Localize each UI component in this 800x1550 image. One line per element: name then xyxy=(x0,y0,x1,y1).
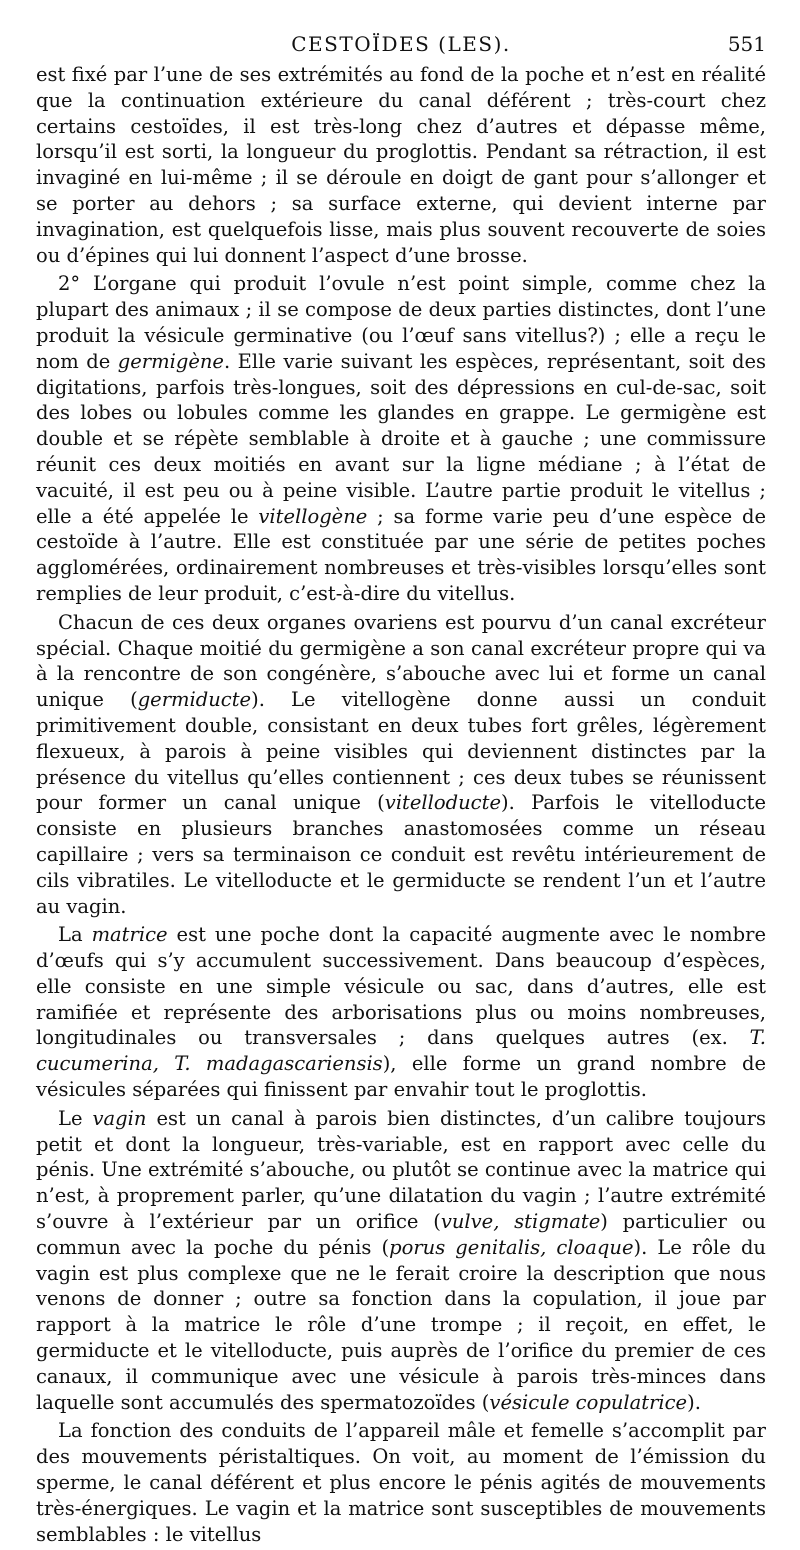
body-text xyxy=(36,62,766,1547)
italic-term: T. cucumerina, T. madagascariensis xyxy=(36,1026,766,1076)
italic-term: vagin xyxy=(92,1106,147,1130)
italic-term: germiducte xyxy=(137,688,252,712)
text-run: ). Le vitellogène donne aussi un conduit primitivement double, consistant en deux tubes fort grêles, légèrement flexueux, à parois à peine visibles qui deviennent distinctes par la présence du vitellus qu’elles contiennent ; ces deux tubes se réunissent pour former un canal unique ( xyxy=(36,688,766,815)
italic-term: porus genitalis, cloaque xyxy=(389,1235,634,1259)
text-run: est une poche dont la capacité augmente avec le nombre d’œufs qui s’y accumulent successivement. Dans beaucoup d’espèces, elle consiste en une simple vésicule ou sac, dans d’autres, elle est ramifiée et représente des arborisations plus ou moins nombreuses, longitudinales ou transversales ; dans quelques autres (ex. xyxy=(36,923,766,1050)
paragraph xyxy=(36,271,766,606)
italic-term: germigène xyxy=(117,349,224,373)
text-run: ; sa forme varie peu d’une espèce de cestoïde à l’autre. Elle est constituée par une série de petites poches agglomérées, ordinairement nombreuses et très-visibles lorsqu’elles sont remplies de leur produit, c’est-à-dire du vitellus. xyxy=(36,504,766,605)
italic-term: vésicule copulatrice xyxy=(489,1390,688,1414)
text-run: . Elle varie suivant les espèces, représentant, soit des digitations, parfois très-longues, soit des dépressions en cul-de-sac, soit des lobes ou lobules comme les glandes en grappe. Le germigène est double et se répète semblable à droite et à gauche ; une commissure réunit ces deux moitiés en avant sur la ligne médiane ; à l’état de vacuité, il est peu ou à peine visible. L’autre partie produit le vitellus ; elle a été appelée le xyxy=(36,349,766,528)
italic-term: vitelloducte xyxy=(384,791,501,815)
text-run: ). Le rôle du vagin est plus complexe que ne le ferait croire la description que nous venons de donner ; outre sa fonction dans la copulation, il joue par rapport à la matrice le rôle d’une trompe ; il reçoit, en effet, le germiducte et le vitelloducte, puis auprès de l’orifice du premier de ces canaux, il communique avec une vésicule à parois très-minces dans laquelle sont accumulés des spermatozoïdes ( xyxy=(36,1235,766,1414)
italic-term: vulve, stigmate xyxy=(440,1210,601,1234)
text-run: Le xyxy=(58,1106,93,1130)
text-run: Chacun de ces deux organes ovariens est pourvu d’un canal excréteur spécial. Chaque moitié du germigène a son canal excréteur propre qui va à la rencontre de son congénère, s’abouche avec lui et forme un canal unique ( xyxy=(36,610,766,712)
page-header xyxy=(36,22,766,62)
text-run: ). xyxy=(687,1390,701,1414)
page-number: 551 xyxy=(727,32,766,56)
paragraph xyxy=(36,922,766,1103)
text-run: La xyxy=(58,923,92,947)
paragraph xyxy=(36,610,766,920)
text-run: est un canal à parois bien distinctes, d’un calibre toujours petit et dont la longueur, très-variable, est en rapport avec celle du pénis. Une extrémité s’abouche, ou plutôt se continue avec la matrice qui n’est, à proprement parler, qu’une dilatation du vagin ; l’autre extrémité s’ouvre à l’extérieur par un orifice ( xyxy=(36,1106,766,1234)
italic-term: matrice xyxy=(91,923,168,947)
text-run: La fonction des conduits de l’appareil mâle et femelle s’accomplit par des mouvements péristaltiques. On voit, au moment de l’émission du sperme, le canal déférent et plus encore le pénis agités de mouvements très-énergiques. Le vagin et la matrice sont susceptibles de mouvements semblables : le vitellus xyxy=(36,1419,766,1546)
italic-term: vitellogène xyxy=(258,504,368,528)
text-run: est fixé par l’une de ses extrémités au fond de la poche et n’est en réalité que la continuation extérieure du canal déférent ; très-court chez certains cestoïdes, il est très-long chez d’autres et dépasse même, lorsqu’il est sorti, la longueur du proglottis. Pendant sa rétraction, il est invaginé en lui-même ; il se déroule en doigt de gant pour s’allonger et se porter au dehors ; sa surface externe, qui devient interne par invagination, est quelquefois lisse, mais plus souvent recouverte de soies ou d’épines qui lui donnent l’aspect d’une brosse. xyxy=(36,63,766,267)
paragraph xyxy=(36,62,766,268)
document-page xyxy=(36,22,766,1550)
paragraph xyxy=(36,1106,766,1416)
paragraph xyxy=(36,1418,766,1547)
running-title: CESTOÏDES (LES). xyxy=(291,32,511,56)
text-run: ). Parfois le vitelloducte consiste en plusieurs branches anastomosées comme un réseau capillaire ; vers sa terminaison ce conduit est revêtu intérieurement de cils vibratiles. Le vitelloducte et le germiducte se rendent l’un et l’autre au vagin. xyxy=(36,791,766,918)
text-run: 2° L’organe qui produit l’ovule n’est point simple, comme chez la plupart des animaux ; il se compose de deux parties distinctes, dont l’une produit la vésicule germinative (ou l’œuf sans vitellus?) ; elle a reçu le nom de xyxy=(36,272,766,373)
text-run: ), elle forme un grand nombre de vésicules séparées qui finissent par envahir tout le proglottis. xyxy=(36,1052,766,1102)
text-run: ) particulier ou commun avec la poche du pénis ( xyxy=(36,1210,766,1259)
